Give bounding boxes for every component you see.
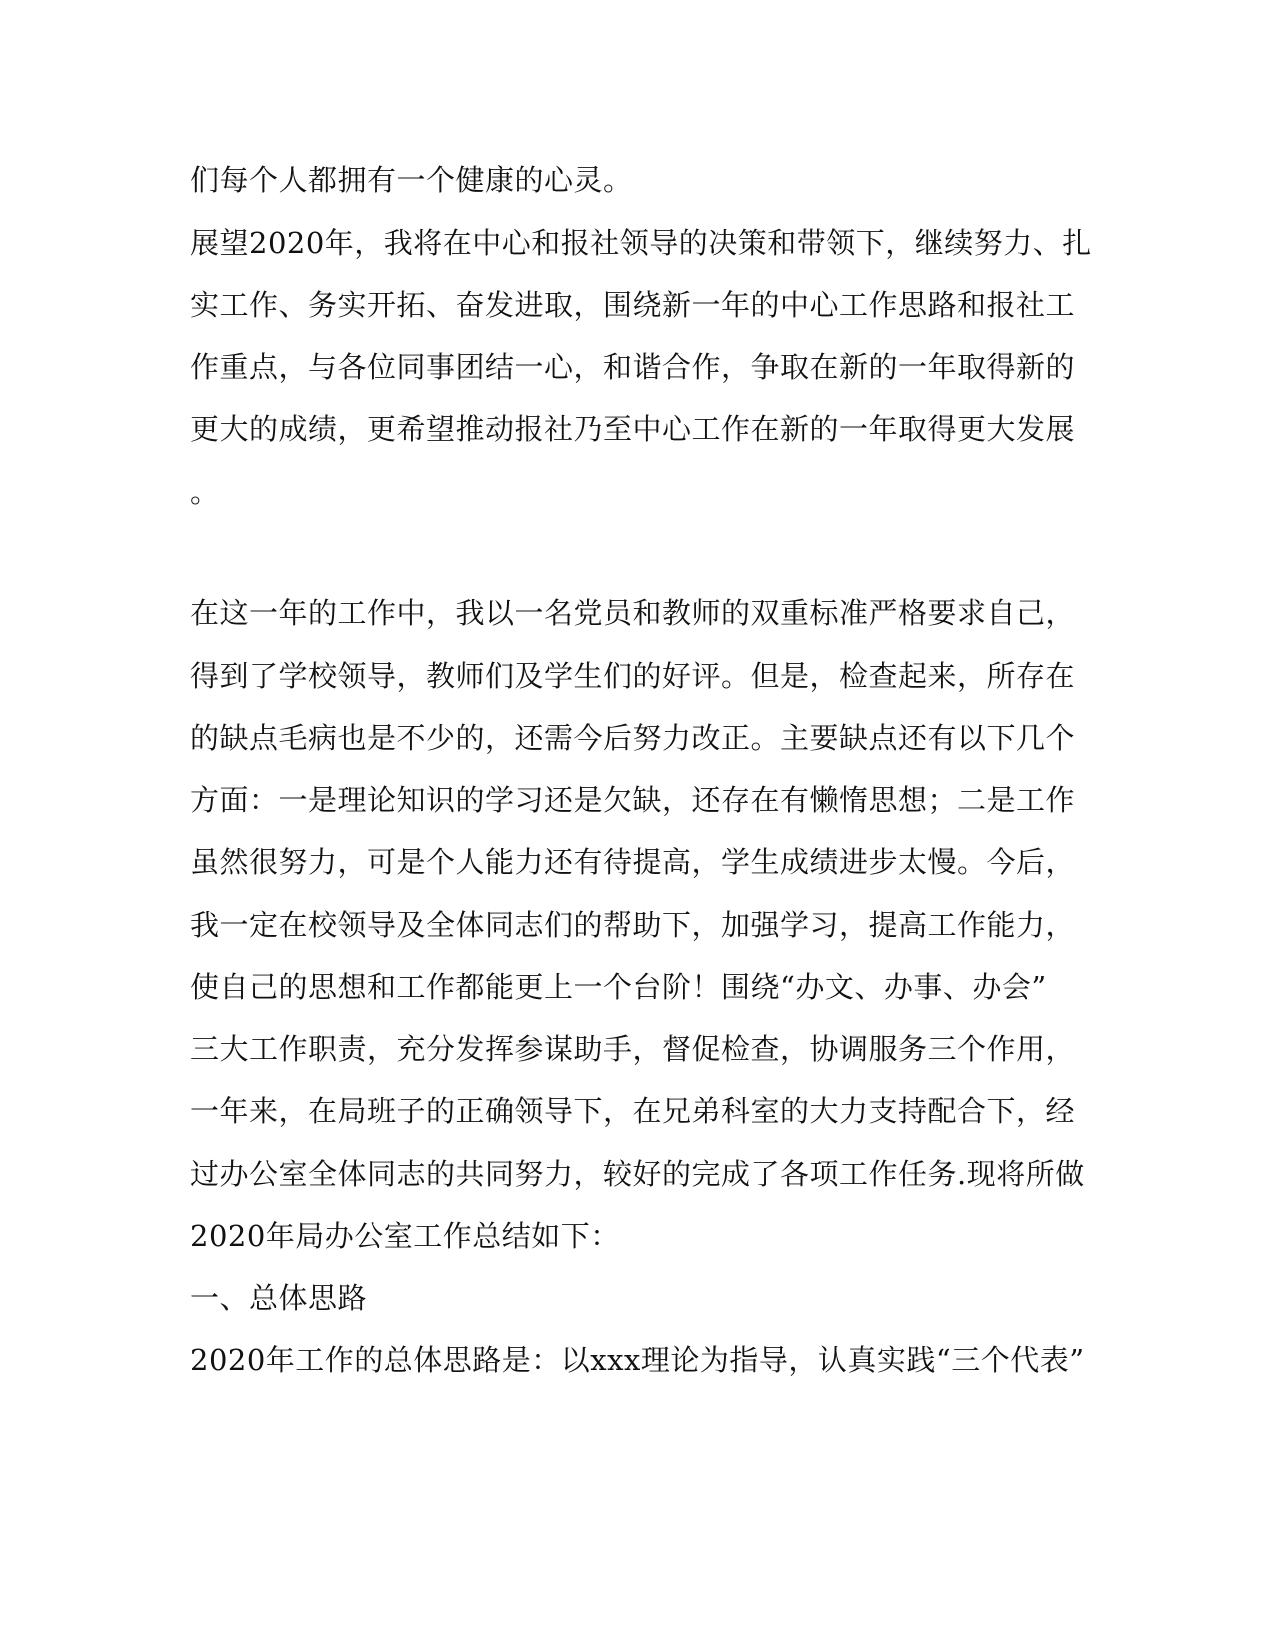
section-heading: 一、总体思路 xyxy=(190,1281,368,1315)
text-line: 们每个人都拥有一个健康的心灵。 xyxy=(190,163,633,197)
text-line: 。 xyxy=(190,475,220,509)
text-line: 更大的成绩，更希望推动报社乃至中心工作在新的一年取得更大发展 xyxy=(190,412,1076,446)
text-line: 虽然很努力，可是个人能力还有待提高，学生成绩进步太慢。今后， xyxy=(190,845,1076,879)
text-line: 在这一年的工作中，我以一名党员和教师的双重标准严格要求自己， xyxy=(190,596,1076,630)
text-line: 展望2020年，我将在中心和报社领导的决策和带领下，继续努力、扎 xyxy=(190,226,1092,260)
text-line: 方面：一是理论知识的学习还是欠缺，还存在有懒惰思想；二是工作 xyxy=(190,783,1076,817)
text-line: 得到了学校领导，教师们及学生们的好评。但是，检查起来，所存在 xyxy=(190,659,1076,693)
text-line: 的缺点毛病也是不少的，还需今后努力改正。主要缺点还有以下几个 xyxy=(190,721,1076,755)
text-line: 过办公室全体同志的共同努力，较好的完成了各项工作任务.现将所做 xyxy=(190,1157,1085,1191)
text-line: 我一定在校领导及全体同志们的帮助下，加强学习，提高工作能力， xyxy=(190,908,1076,942)
text-line: 2020年工作的总体思路是：以xxx理论为指导，认真实践“三个代表” xyxy=(190,1343,1085,1377)
text-line: 一年来，在局班子的正确领导下，在兄弟科室的大力支持配合下，经 xyxy=(190,1094,1076,1128)
text-line: 使自己的思想和工作都能更上一个台阶！围绕“办文、办事、办会” xyxy=(190,970,1047,1004)
text-line: 作重点，与各位同事团结一心，和谐合作，争取在新的一年取得新的 xyxy=(190,350,1076,384)
text-line: 实工作、务实开拓、奋发进取，围绕新一年的中心工作思路和报社工 xyxy=(190,288,1076,322)
text-line: 2020年局办公室工作总结如下： xyxy=(190,1219,620,1253)
text-line: 三大工作职责，充分发挥参谋助手，督促检查，协调服务三个作用， xyxy=(190,1032,1076,1066)
